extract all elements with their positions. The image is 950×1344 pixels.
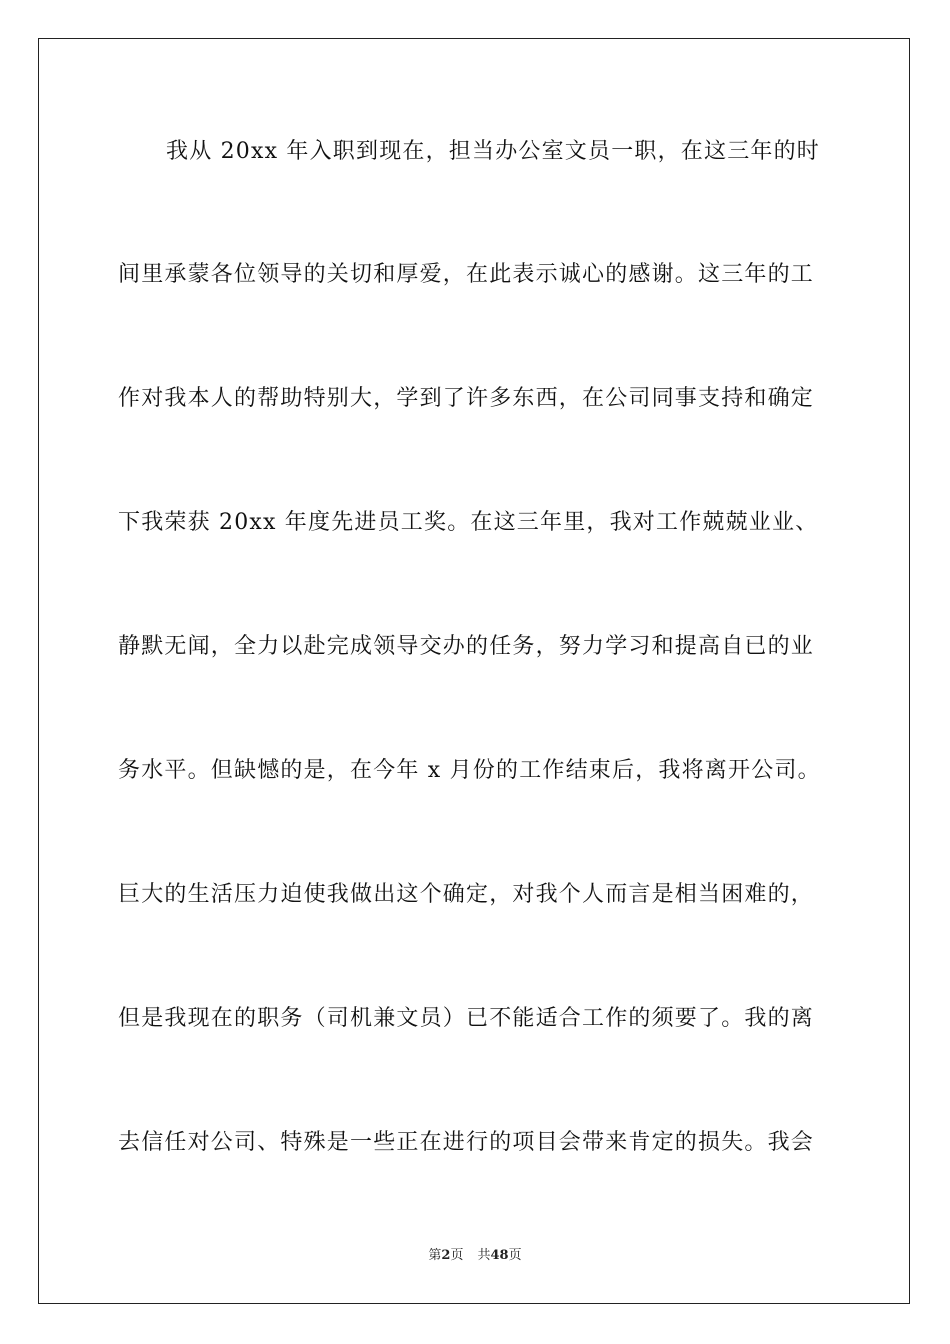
- body-text-line-2: 间里承蒙各位领导的关切和厚爱，在此表示诚心的感谢。这三年的工: [118, 262, 815, 287]
- current-page-number: 2: [441, 1248, 451, 1263]
- total-suffix: 页: [508, 1248, 522, 1263]
- page-border: [38, 38, 910, 1304]
- body-text-line-9: 去信任对公司、特殊是一些正在进行的项目会带来肯定的损失。我会: [118, 1130, 815, 1155]
- total-prefix: 共: [477, 1248, 491, 1263]
- body-text-line-8: 但是我现在的职务（司机兼文员）已不能适合工作的须要了。我的离: [118, 1006, 815, 1031]
- page-footer: [0, 1248, 950, 1264]
- body-text-line-7: 巨大的生活压力迫使我做出这个确定，对我个人而言是相当困难的，: [118, 882, 815, 907]
- total-pages-number: 48: [490, 1248, 509, 1263]
- page-prefix: 第: [428, 1248, 442, 1263]
- body-text-line-5: 静默无闻，全力以赴完成领导交办的任务，努力学习和提高自已的业: [118, 634, 815, 659]
- body-text-line-4: 下我荣获 20xx 年度先进员工奖。在这三年里，我对工作兢兢业业、: [118, 510, 819, 535]
- body-text-line-6: 务水平。但缺憾的是，在今年 x 月份的工作结束后，我将离开公司。: [118, 758, 821, 783]
- body-text-line-1: 我从 20xx 年入职到现在，担当办公室文员一职，在这三年的时: [166, 139, 820, 164]
- page-suffix: 页: [450, 1248, 464, 1263]
- body-text-line-3: 作对我本人的帮助特别大，学到了许多东西，在公司同事支持和确定: [118, 386, 815, 411]
